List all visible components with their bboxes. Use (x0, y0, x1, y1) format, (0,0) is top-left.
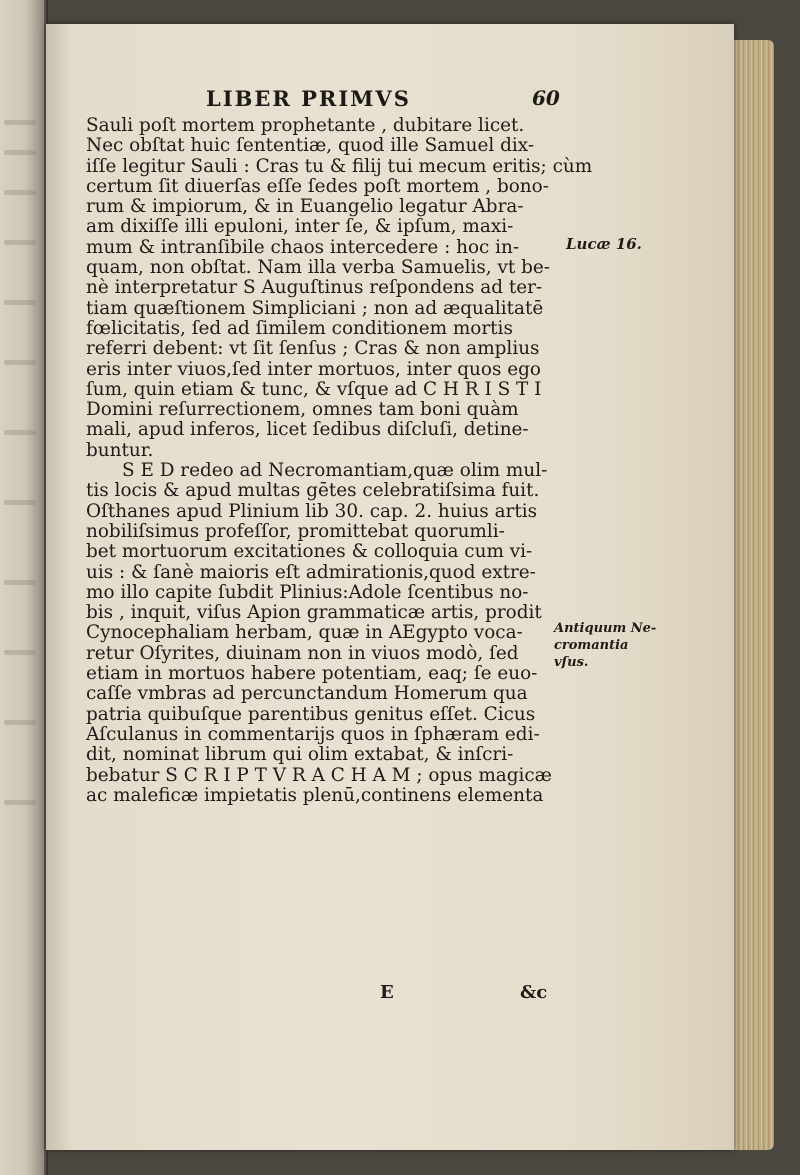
folio-number: 60 (532, 86, 560, 110)
text-line: buntur. (86, 439, 154, 461)
text-line: Cynocephaliam herbam, quæ in AEgypto voca- (86, 622, 523, 644)
text-line: patria quibuſque parentibus genitus eſſet. Cicus (86, 703, 536, 725)
text-line: mo illo capite ſubdit Plinius:Adole ſcentibus no- (86, 581, 529, 603)
text-line: Nec obſtat huic ſententiæ, quod ille Samuel dix- (86, 135, 535, 157)
text-line: certum ſit diuerſas eſſe ſedes poſt mortem , bono- (86, 175, 549, 197)
previous-page-edge (0, 0, 46, 1175)
text-line: bet mortuorum excitationes & colloquia cum vi- (86, 541, 533, 563)
page-footer (380, 982, 560, 1008)
text-line: iſſe legitur Sauli : Cras tu & filij tui mecum eritis; cùm (86, 155, 593, 177)
signature-mark: E (380, 982, 394, 1003)
text-line: fœlicitatis, ſed ad ſimilem conditionem mortis (86, 317, 513, 339)
text-line: caſſe vmbras ad percunctandum Homerum qua (86, 683, 528, 705)
page-header (206, 86, 566, 116)
text-line: rum & impiorum, & in Euangelio legatur Abra- (86, 196, 524, 218)
text-line: retur Oſyrites, diuinam non in viuos modò, ſed (86, 642, 519, 664)
text-line: tiam quæſtionem Simpliciani ; non ad æqualitatē (86, 297, 544, 319)
marginal-necromancy-note (554, 620, 656, 671)
text-line: mali, apud inferos, licet ſedibus diſcluſi, detine- (86, 419, 529, 441)
text-line: ſum, quin etiam & tunc, & vſque ad C H R I S T I (86, 378, 542, 400)
marginal-line: vſus. (554, 655, 589, 670)
fore-edge (730, 40, 774, 1150)
text-line: bebatur S C R I P T V R A C H A M ; opus magicæ (86, 764, 552, 786)
text-line: Aſculanus in commentarijs quos in ſphæram edi- (86, 723, 540, 745)
text-line: etiam in mortuos habere potentiam, eaq; ſe euo- (86, 663, 538, 685)
text-line: eris inter viuos,ſed inter mortuos, inter quos ego (86, 358, 541, 380)
text-line: quam, non obſtat. Nam illa verba Samuelis, vt be- (86, 257, 550, 279)
text-line: dit, nominat librum qui olim extabat, & inſcri- (86, 744, 514, 766)
text-line: bis , inquit, viſus Apion grammaticæ artis, prodit (86, 602, 542, 624)
text-line: Oſthanes apud Plinium lib 30. cap. 2. huius artis (86, 500, 538, 522)
marginal-luke-reference: Lucæ 16. (566, 235, 642, 253)
text-line: nè interpretatur S Auguſtinus reſpondens ad ter- (86, 277, 543, 299)
text-line: mum & intranſibile chaos intercedere : hoc in- (86, 236, 520, 258)
text-line: tis locis & apud multas gētes celebratiſsima fuit. (86, 480, 540, 502)
marginal-line: Antiquum Ne- (554, 621, 657, 636)
text-line: Domini reſurrectionem, omnes tam boni quàm (86, 399, 519, 421)
text-line: S E D redeo ad Necromantiam,quæ olim mul- (122, 460, 548, 482)
text-line: am dixiſſe illi epuloni, inter ſe, & ipſum, maxi- (86, 216, 514, 238)
text-line: Sauli poſt mortem prophetante , dubitare licet. (86, 115, 525, 136)
text-line: referri debent: vt ſit ſenſus ; Cras & non amplius (86, 338, 540, 360)
text-line: ac maleficæ impietatis plenū,continens elementa (86, 784, 544, 806)
marginal-line: cromantia (554, 638, 629, 653)
text-line: nobiliſsimus profeſſor, promittebat quorumli- (86, 520, 505, 542)
catchword: &c (520, 982, 548, 1003)
text-line: uis : & ſanè maioris eſt admirationis,quod extre- (86, 561, 536, 583)
running-head: LIBER PRIMVS (206, 86, 411, 111)
